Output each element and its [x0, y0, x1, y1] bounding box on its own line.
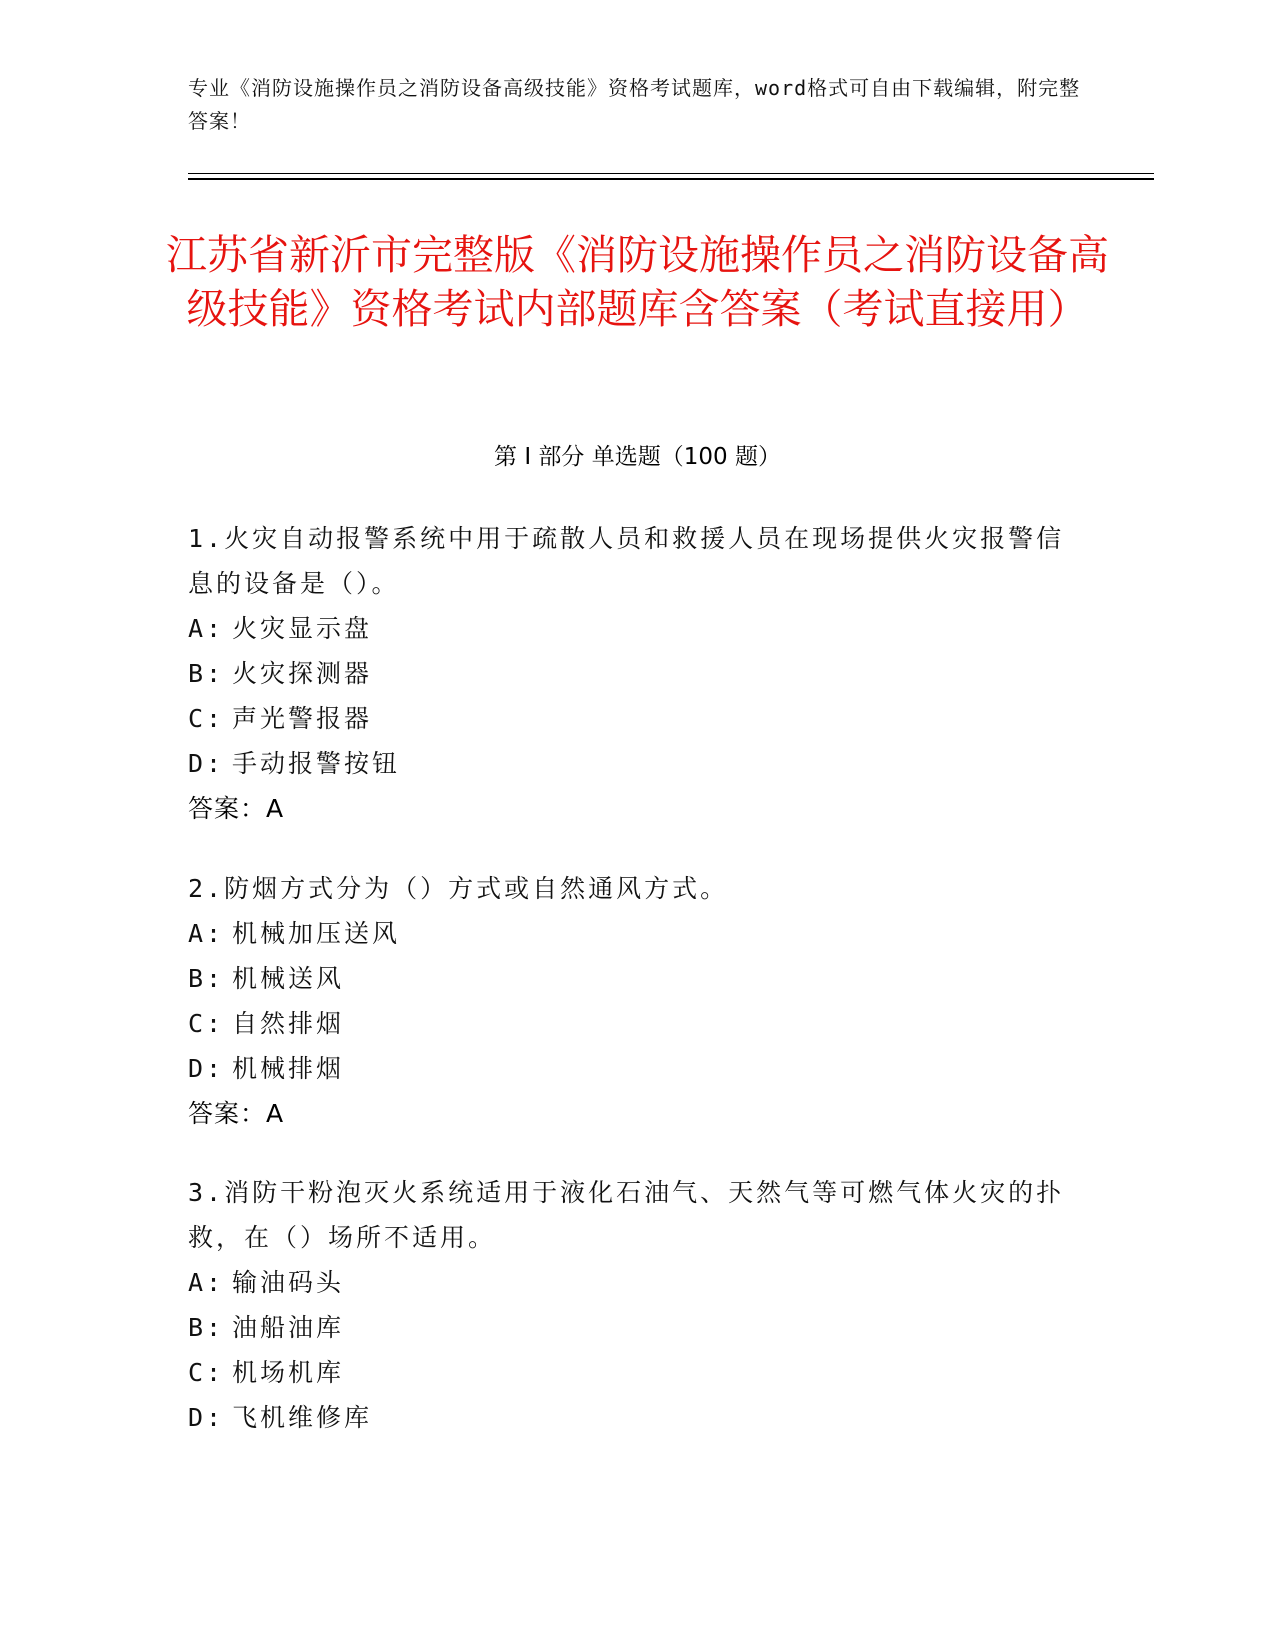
option-key: A: [188, 919, 225, 948]
option-text: 火灾显示盘 [232, 614, 373, 643]
question-stem: 3.消防干粉泡灭火系统适用于液化石油气、天然气等可燃气体火灾的扑救，在（）场所不适用。 [188, 1178, 1065, 1252]
question-stem: 1.火灾自动报警系统中用于疏散人员和救援人员在现场提供火灾报警信息的设备是（）。 [188, 524, 1065, 598]
option-c [188, 1001, 1088, 1046]
option-key: B: [188, 964, 225, 993]
option-text: 机械排烟 [232, 1054, 345, 1083]
option-b [188, 651, 1088, 696]
question-2 [188, 866, 1088, 1136]
header-note: 专业《消防设施操作员之消防设备高级技能》资格考试题库，word格式可自由下载编辑，附完整答案！ [188, 76, 1081, 133]
option-text: 输油码头 [232, 1268, 345, 1297]
option-key: B: [188, 1313, 225, 1342]
option-c [188, 696, 1088, 741]
option-text: 飞机维修库 [232, 1403, 373, 1432]
answer: 答案：A [188, 794, 285, 823]
option-key: B: [188, 659, 225, 688]
option-d [188, 1046, 1088, 1091]
answer: 答案：A [188, 1099, 285, 1128]
header-rule-thick [188, 178, 1154, 180]
option-text: 火灾探测器 [232, 659, 373, 688]
option-text: 声光警报器 [232, 704, 373, 733]
option-key: D: [188, 1403, 225, 1432]
section-heading: 第 I 部分 单选题（100 题） [494, 444, 781, 470]
option-text: 机械送风 [232, 964, 345, 993]
option-a [188, 911, 1088, 956]
option-b [188, 1305, 1088, 1350]
option-a [188, 1260, 1088, 1305]
option-key: C: [188, 1009, 225, 1038]
option-text: 机场机库 [232, 1358, 345, 1387]
option-a [188, 606, 1088, 651]
option-text: 手动报警按钮 [232, 749, 401, 778]
question-1 [188, 516, 1088, 831]
option-key: A: [188, 1268, 225, 1297]
option-key: D: [188, 749, 225, 778]
option-key: C: [188, 704, 225, 733]
option-d [188, 1395, 1088, 1440]
question-3 [188, 1170, 1088, 1440]
option-key: C: [188, 1358, 225, 1387]
option-text: 油船油库 [232, 1313, 345, 1342]
option-text: 自然排烟 [232, 1009, 345, 1038]
question-stem: 2.防烟方式分为（）方式或自然通风方式。 [188, 874, 729, 903]
option-key: D: [188, 1054, 225, 1083]
header-rule-thin [188, 173, 1154, 174]
option-key: A: [188, 614, 225, 643]
option-b [188, 956, 1088, 1001]
option-d [188, 741, 1088, 786]
option-c [188, 1350, 1088, 1395]
option-text: 机械加压送风 [232, 919, 401, 948]
document-title: 江苏省新沂市完整版《消防设施操作员之消防设备高级技能》资格考试内部题库含答案（考试直接用） [166, 231, 1109, 333]
